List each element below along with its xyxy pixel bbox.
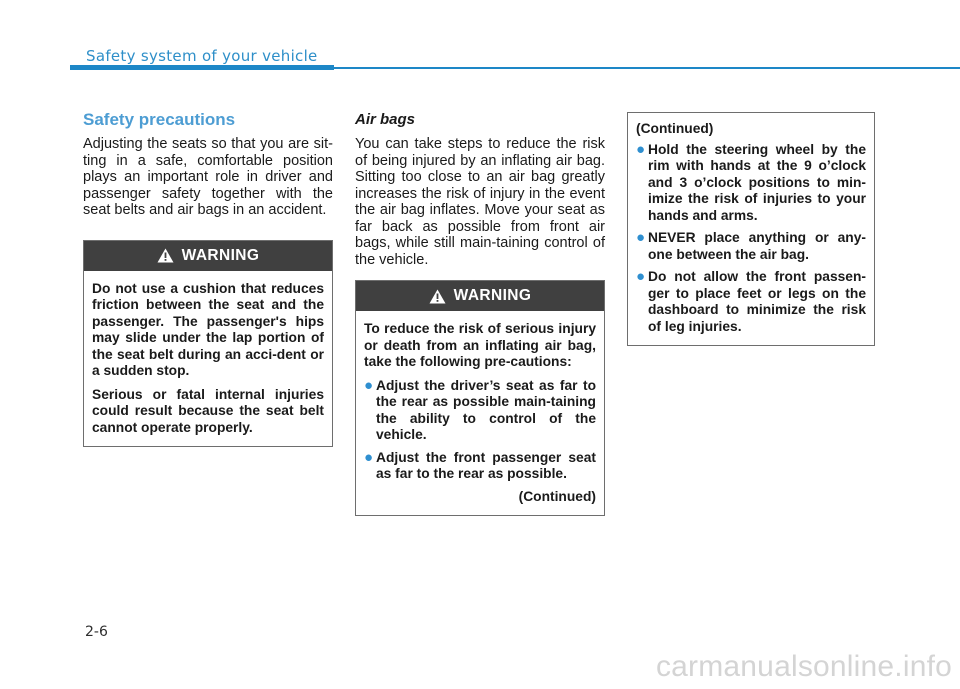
warning-triangle-icon bbox=[157, 248, 174, 263]
bullet-icon: ● bbox=[364, 448, 374, 466]
list-item bbox=[636, 142, 866, 225]
column-safety-precautions bbox=[83, 110, 333, 447]
safety-precautions-heading: Safety precautions bbox=[83, 110, 236, 129]
header-accent-bar bbox=[70, 65, 334, 70]
bullet-text: Hold the steering wheel by the rim with hands at the 9 o’clock and 3 o’clock positions to min-imize the risk of injuries to your hands and arms. bbox=[648, 141, 866, 223]
page-number: 2-6 bbox=[85, 624, 108, 640]
warning-body bbox=[84, 271, 332, 447]
column-continued-warning bbox=[627, 112, 877, 346]
bullet-icon: ● bbox=[636, 229, 646, 246]
bullet-text: Adjust the driver’s seat as far to the rear as possible main-taining the ability to control of the vehicle. bbox=[376, 377, 596, 442]
list-item bbox=[636, 230, 866, 263]
warning-bullet-list bbox=[364, 378, 596, 483]
bullet-text: Adjust the front passenger seat as far to the rear as possible. bbox=[376, 449, 596, 481]
safety-precautions-paragraph: Adjusting the seats so that you are sit-ting in a safe, comfortable position plays an important role in driver and passenger safety together with the seat belts and air bags in an accident. bbox=[83, 136, 333, 218]
warning-header bbox=[356, 281, 604, 311]
warning-box-cushion bbox=[83, 240, 333, 448]
warning-box-air-bag bbox=[355, 280, 605, 516]
warning-bullet-list bbox=[636, 142, 866, 336]
bullet-text: NEVER place anything or any-one between the air bag. bbox=[648, 230, 866, 262]
warning-title: WARNING bbox=[181, 246, 260, 264]
watermark-text: carmanualsonline.info bbox=[655, 650, 952, 683]
air-bags-paragraph: You can take steps to reduce the risk of being injured by an inflating air bag. Sitting too close to an air bag greatly increases the risk of injury in the event the air bag inflates. Move your seat as far back as possible from front air bags, while still main-taining control of the vehicle. bbox=[355, 136, 605, 268]
list-item bbox=[636, 269, 866, 335]
column-air-bags bbox=[355, 110, 605, 516]
bullet-icon: ● bbox=[636, 268, 646, 285]
continued-label: (Continued) bbox=[518, 488, 596, 504]
section-header-title: Safety system of your vehicle bbox=[86, 47, 318, 65]
bullet-text: Do not allow the front passen-ger to place feet or legs on the dashboard to minimize the risk of leg injuries. bbox=[648, 269, 866, 334]
warning-paragraph: Do not use a cushion that reduces friction between the seat and the passenger. The passenger's hips may slide under the lap portion of the seat belt during an acci-dent or a sudden stop. bbox=[92, 280, 324, 378]
warning-paragraph: Serious or fatal internal injuries could result because the seat belt cannot operate properly. bbox=[92, 386, 324, 435]
bullet-icon: ● bbox=[636, 140, 646, 158]
bullet-icon: ● bbox=[364, 376, 374, 394]
air-bags-heading: Air bags bbox=[355, 111, 416, 128]
list-item bbox=[364, 450, 596, 483]
continued-label: (Continued) bbox=[636, 121, 714, 136]
header-divider-line bbox=[334, 67, 960, 69]
list-item bbox=[364, 378, 596, 444]
warning-triangle-icon bbox=[429, 289, 446, 304]
warning-intro: To reduce the risk of serious injury or death from an inflating air bag, take the following pre-cautions: bbox=[364, 321, 596, 369]
warning-body bbox=[356, 311, 604, 515]
warning-title: WARNING bbox=[453, 287, 532, 304]
warning-box-continued bbox=[627, 112, 875, 346]
warning-header bbox=[84, 241, 332, 271]
